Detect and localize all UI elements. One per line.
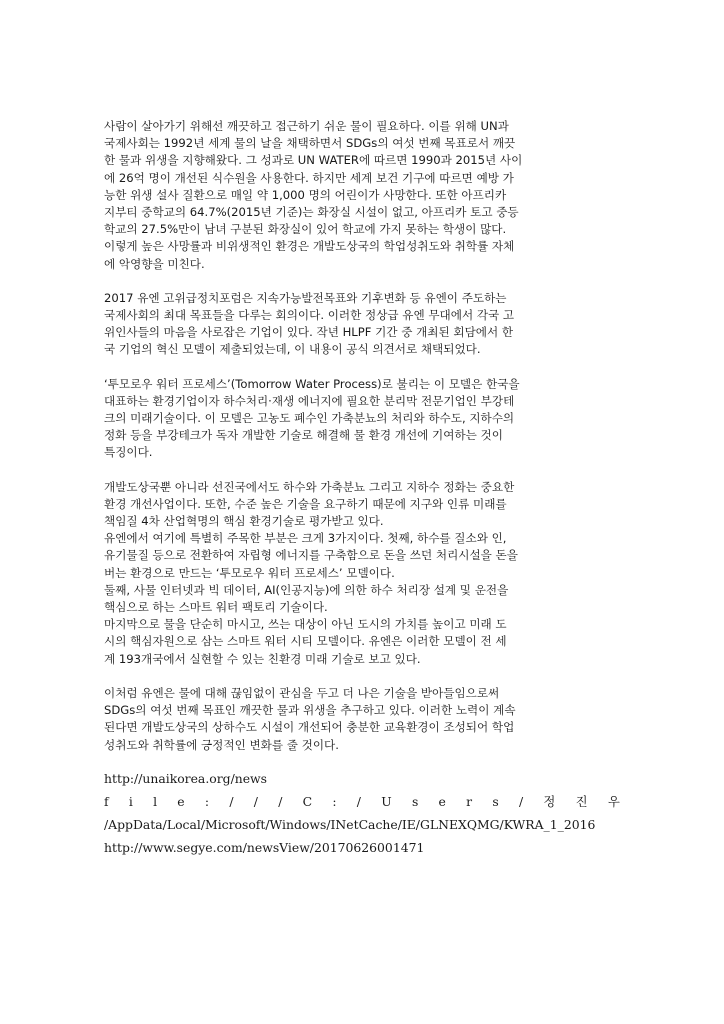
path-char: : <box>204 794 210 809</box>
paragraph-gap <box>104 462 620 479</box>
reference-link-segye[interactable]: http://www.segye.com/newsView/20170626001471 <box>104 840 425 855</box>
paragraph-1: 사람이 살아가기 위해선 깨끗하고 접근하기 쉬운 물이 필요하다. 이를 위해 UN과 국제사회는 1992년 세계 물의 날을 채택하면서 SDGs의 여섯 번째 목표로서 깨끗 한 물과 위생을 지향해왔다. 그 성과로 UN WATER에 따르면 1990과 2015년 사이 에 26억 명이 개선된 식수원을 사용한다. 하지만 세계 보건 기구에 따르면 예방 가 능한 위생 설사 질환으로 매일 약 1,000 명의 어린이가 사망한다. 또한 아프리카 지부티 중학교의 64.7%(2015년 기준)는 화장실 시설이 없고, 아프리카 토고 중등 학교의 27.5%만이 남녀 구분된 화장실이 있어 학교에 가지 못하는 학생이 많다. 이렇게 높은 사망률과 비위생적인 환경은 개발도상국의 학업성취도와 취학률 자체 에 악영향을 미친다. <box>104 119 523 271</box>
path-char: / <box>278 794 283 809</box>
paragraph-gap <box>104 668 620 685</box>
path-char: e <box>177 794 185 809</box>
reference-file-path <box>104 790 620 813</box>
path-char: U <box>381 794 392 809</box>
path-char: l <box>153 794 158 809</box>
path-char: / <box>253 794 258 809</box>
paragraph-gap <box>104 359 620 376</box>
paragraph-3: ‘투모로우 워터 프로세스’(Tomorrow Water Process)로 불리는 이 모델은 한국을 대표하는 환경기업이자 하수처리·재생 에너지에 필요한 분리막 전문기업인 부강테 크의 미래기술이다. 이 모델은 고농도 폐수인 가축분뇨의 처리와 하수도, 지하수의 정화 등을 부강테크가 독자 개발한 기술로 해결해 물 환경 개선에 기여하는 것이 특징이다. <box>104 376 520 460</box>
path-char: / <box>229 794 234 809</box>
article-body <box>104 118 620 754</box>
path-char: 진 <box>575 794 588 809</box>
path-char: i <box>128 794 133 809</box>
path-char: r <box>466 794 473 809</box>
references <box>104 767 620 859</box>
path-char: s <box>492 794 499 809</box>
path-char: : <box>332 794 337 809</box>
path-char: / <box>356 794 361 809</box>
path-char: e <box>438 794 446 809</box>
path-char: C <box>302 794 313 809</box>
paragraph-2: 2017 유엔 고위급정치포럼은 지속가능발전목표와 기후변화 등 유엔이 주도하는 국제사회의 최대 목표들을 다루는 회의이다. 이러한 정상급 유엔 무대에서 각국 고 위인사들의 마음을 사로잡은 기업이 있다. 작년 HLPF 기간 중 개최된 회담에서 한 국 기업의 혁신 모델이 제출되었는데, 이 내용이 공식 의견서로 채택되었다. <box>104 290 515 357</box>
paragraph-4: 개발도상국뿐 아니라 선진국에서도 하수와 가축분뇨 그리고 지하수 정화는 중요한 환경 개선사업이다. 또한, 수준 높은 기술을 요구하기 때문에 지구와 인류 미래를 책임질 4차 산업혁명의 핵심 환경기술로 평가받고 있다. 유엔에서 여기에 특별히 주목한 부분은 크게 3가지이다. 첫째, 하수를 질소와 인, 유기물질 등으로 전환하여 자립형 에너지를 구축함으로 돈을 쓰던 처리시설을 돈을 버는 환경으로 만드는 ‘투모로우 워터 프로세스’ 모델이다. 둘째, 사물 인터넷과 빅 데이터, AI(인공지능)에 의한 하수 처리장 설계 및 운전을 핵심으로 하는 스마트 워터 팩토리 기술이다. 마지막으로 물을 단순히 마시고, 쓰는 대상이 아닌 도시의 가치를 높이고 미래 도 시의 핵심자원으로 삼는 스마트 워터 시티 모델이다. 유엔은 이러한 모델이 전 세 계 193개국에서 실현할 수 있는 친환경 미래 기술로 보고 있다. <box>104 479 518 666</box>
path-char: s <box>411 794 419 809</box>
path-char: 정 <box>543 794 556 809</box>
path-char: f <box>104 794 109 809</box>
reference-link-unaikorea[interactable]: http://unaikorea.org/news <box>104 771 268 786</box>
paragraph-gap <box>104 273 620 290</box>
path-char: / <box>518 794 524 809</box>
reference-path-continuation: /AppData/Local/Microsoft/Windows/INetCache/IE/GLNEXQMG/KWRA_1_2016 <box>104 817 596 832</box>
paragraph-5: 이처럼 유엔은 물에 대해 끊임없이 관심을 두고 더 나은 기술을 받아들임으로써 SDGs의 여섯 번째 목표인 깨끗한 물과 위생을 추구하고 있다. 이러한 노력이 계속 된다면 개발도상국의 상하수도 시설이 개선되어 충분한 교육환경이 조성되어 학업 성취도와 취학률에 긍정적인 변화를 줄 것이다. <box>104 685 516 752</box>
path-char: 우 <box>607 794 620 809</box>
